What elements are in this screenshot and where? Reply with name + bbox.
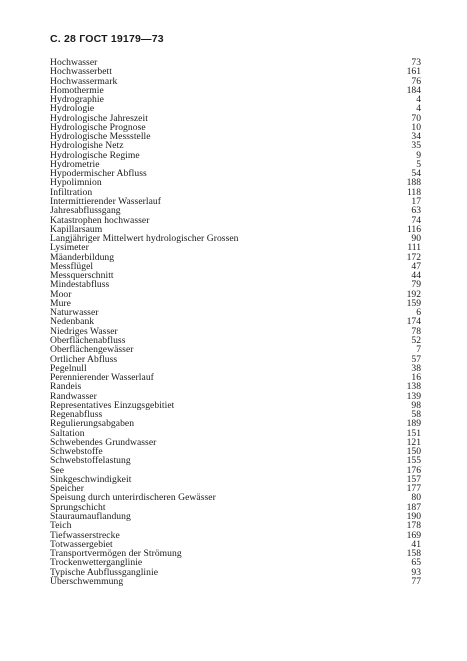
index-page-number: 6 bbox=[416, 307, 421, 319]
index-term: Hydrologishe Netz bbox=[50, 140, 124, 152]
index-entry bbox=[50, 475, 421, 484]
index-term: Schwebstoffe bbox=[50, 446, 103, 458]
page-header: С. 28 ГОСТ 19179—73 bbox=[50, 33, 164, 45]
index-page-number: 161 bbox=[406, 66, 421, 78]
index-page-number: 184 bbox=[406, 84, 421, 96]
index-page-number: 38 bbox=[411, 362, 421, 374]
index-term: Überschwemmung bbox=[50, 575, 124, 587]
index-term: Trockenwetterganglinie bbox=[50, 557, 143, 569]
index-term: Regulierungsabgaben bbox=[50, 418, 135, 430]
index-term: Representatives Einzugsgebitiet bbox=[50, 399, 175, 411]
index-term: Niedriges Wasser bbox=[50, 325, 118, 337]
index-page-number: 9 bbox=[416, 149, 421, 161]
index-term: Infiltration bbox=[50, 186, 93, 198]
index-term: Oberflächenabfluss bbox=[50, 334, 126, 346]
index-page-number: 176 bbox=[406, 464, 421, 476]
index-term: Naturwasser bbox=[50, 307, 99, 319]
index-term: Homothermie bbox=[50, 84, 104, 96]
index-term: Hypodermischer Abfluss bbox=[50, 168, 147, 180]
index-entry bbox=[50, 577, 421, 586]
index-page-number: 5 bbox=[416, 158, 421, 170]
index-term: Messflügel bbox=[50, 260, 94, 272]
index-entry bbox=[50, 178, 421, 187]
index-term: Hydrologische Regime bbox=[50, 149, 140, 161]
index-entry bbox=[50, 86, 421, 95]
index-term: Randeis bbox=[50, 381, 82, 393]
index-entry bbox=[50, 216, 421, 225]
index-page-number: 74 bbox=[411, 214, 421, 226]
index-term: Mindestabfluss bbox=[50, 279, 110, 291]
index-term: Hochwasserbett bbox=[50, 66, 112, 78]
index-list bbox=[50, 58, 421, 586]
index-entry bbox=[50, 280, 421, 289]
index-term: Stauraumauflandung bbox=[50, 511, 131, 523]
index-page-number: 111 bbox=[407, 242, 421, 254]
index-page-number: 155 bbox=[406, 455, 421, 467]
index-page-number: 157 bbox=[406, 473, 421, 485]
index-page-number: 4 bbox=[416, 103, 421, 115]
index-term: Hydrologische Prognose bbox=[50, 121, 146, 133]
index-entry bbox=[50, 77, 421, 86]
index-term: Schwebendes Grundwasser bbox=[50, 436, 157, 448]
index-term: Ortlicher Abfluss bbox=[50, 353, 118, 365]
index-page-number: 77 bbox=[411, 575, 421, 587]
index-entry bbox=[50, 419, 421, 428]
index-term: Moor bbox=[50, 288, 72, 300]
index-term: Sinkgeschwindigkeit bbox=[50, 473, 132, 485]
index-entry bbox=[50, 151, 421, 160]
index-term: Teich bbox=[50, 520, 72, 532]
index-page-number: 158 bbox=[406, 548, 421, 560]
index-page-number: 79 bbox=[411, 279, 421, 291]
index-page-number: 54 bbox=[411, 168, 421, 180]
index-term: Schwebstoffelastung bbox=[50, 455, 131, 467]
index-page-number: 7 bbox=[416, 344, 421, 356]
index-page-number: 44 bbox=[411, 270, 421, 282]
index-page-number: 70 bbox=[411, 112, 421, 124]
index-term: Hochwasser bbox=[50, 57, 98, 68]
index-entry bbox=[50, 355, 421, 364]
index-entry bbox=[50, 95, 421, 104]
index-page-number: 65 bbox=[411, 557, 421, 569]
index-page-number: 151 bbox=[406, 427, 421, 439]
index-page-number: 118 bbox=[406, 186, 421, 198]
index-page-number: 93 bbox=[411, 566, 421, 578]
index-term: Hydrologische Jahreszeit bbox=[50, 112, 148, 124]
index-term: Kapillarsaum bbox=[50, 223, 103, 235]
index-page-number: 190 bbox=[406, 511, 421, 523]
index-page-number: 189 bbox=[406, 418, 421, 430]
index-term: Perennierender Wasserlauf bbox=[50, 372, 154, 384]
index-page-number: 169 bbox=[406, 529, 421, 541]
index-term: Messquerschnitt bbox=[50, 270, 114, 282]
index-page-number: 34 bbox=[411, 131, 421, 143]
index-page-number: 80 bbox=[411, 492, 421, 504]
index-term: Speisung durch unterirdischeren Gewässer bbox=[50, 492, 216, 504]
index-entry bbox=[50, 234, 421, 243]
index-page-number: 150 bbox=[406, 446, 421, 458]
index-page-number: 10 bbox=[411, 121, 421, 133]
index-entry bbox=[50, 299, 421, 308]
index-term: See bbox=[50, 464, 65, 476]
index-term: Katastrophen hochwasser bbox=[50, 214, 150, 226]
index-term: Speicher bbox=[50, 483, 84, 495]
index-page-number: 138 bbox=[406, 381, 421, 393]
index-entry bbox=[50, 290, 421, 299]
index-page-number: 57 bbox=[411, 353, 421, 365]
index-page-number: 174 bbox=[406, 316, 421, 328]
index-term: Nedenbank bbox=[50, 316, 95, 328]
index-term: Mure bbox=[50, 297, 71, 309]
index-page-number: 41 bbox=[411, 538, 421, 550]
index-term: Typische Aubflussganglinie bbox=[50, 566, 159, 578]
index-page-number: 16 bbox=[411, 372, 421, 384]
index-page-number: 17 bbox=[411, 195, 421, 207]
index-term: Hochwassermark bbox=[50, 75, 118, 87]
index-term: Oberflächengewässer bbox=[50, 344, 134, 356]
index-term: Randwasser bbox=[50, 390, 97, 402]
index-page-number: 35 bbox=[411, 140, 421, 152]
index-page-number: 52 bbox=[411, 334, 421, 346]
index-page-number: 139 bbox=[406, 390, 421, 402]
index-term: Intermittierender Wasserlauf bbox=[50, 195, 161, 207]
index-page-number: 188 bbox=[406, 177, 421, 189]
index-page-number: 116 bbox=[406, 223, 421, 235]
index-term: Jahresabflussgang bbox=[50, 205, 121, 217]
index-entry bbox=[50, 308, 421, 317]
index-page-number: 98 bbox=[411, 399, 421, 411]
index-entry bbox=[50, 512, 421, 521]
index-entry bbox=[50, 253, 421, 262]
index-page-number: 4 bbox=[416, 94, 421, 106]
index-term: Transportvermögen der Strömung bbox=[50, 548, 182, 560]
index-page-number: 73 bbox=[411, 57, 421, 68]
index-term: Hydrometrie bbox=[50, 158, 100, 170]
index-term: Sprungschicht bbox=[50, 501, 106, 513]
index-page-number: 78 bbox=[411, 325, 421, 337]
index-term: Regenabfluss bbox=[50, 409, 103, 421]
index-page-number: 178 bbox=[406, 520, 421, 532]
index-page-number: 47 bbox=[411, 260, 421, 272]
index-page-number: 58 bbox=[411, 409, 421, 421]
index-term: Saltation bbox=[50, 427, 85, 439]
index-page-number: 187 bbox=[406, 501, 421, 513]
index-entry bbox=[50, 382, 421, 391]
index-term: Hydrographie bbox=[50, 94, 104, 106]
index-page-number: 121 bbox=[406, 436, 421, 448]
index-term: Langjähriger Mittelwert hydrologischer Grossen bbox=[50, 233, 239, 245]
index-term: Totwassergebiet bbox=[50, 538, 113, 550]
index-page-number: 159 bbox=[406, 297, 421, 309]
index-term: Hydrologische Messstelle bbox=[50, 131, 151, 143]
index-term: Lysimeter bbox=[50, 242, 89, 254]
index-entry bbox=[50, 401, 421, 410]
index-entry bbox=[50, 373, 421, 382]
index-term: Mäanderbildung bbox=[50, 251, 115, 263]
index-entry bbox=[50, 456, 421, 465]
index-page-number: 63 bbox=[411, 205, 421, 217]
index-entry bbox=[50, 438, 421, 447]
index-term: Hypolimnion bbox=[50, 177, 102, 189]
index-page-number: 192 bbox=[406, 288, 421, 300]
index-page-number: 76 bbox=[411, 75, 421, 87]
index-entry bbox=[50, 169, 421, 178]
index-term: Hydrologie bbox=[50, 103, 95, 115]
index-page-number: 172 bbox=[406, 251, 421, 263]
index-term: Tiefwasserstrecke bbox=[50, 529, 120, 541]
index-term: Pegelnull bbox=[50, 362, 87, 374]
index-page-number: 177 bbox=[406, 483, 421, 495]
index-page-number: 90 bbox=[411, 233, 421, 245]
